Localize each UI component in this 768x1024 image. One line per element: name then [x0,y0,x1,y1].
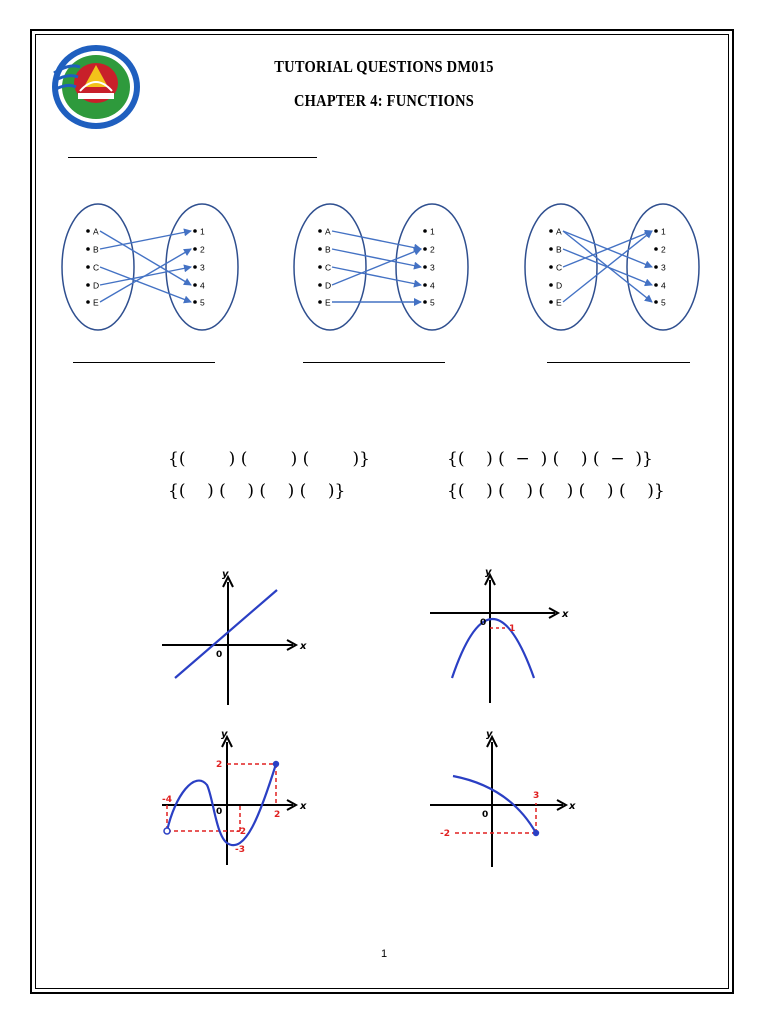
document-title: TUTORIAL QUESTIONS DM015 [274,57,494,76]
domain-element: C [556,262,563,273]
domain-element: D [93,280,100,291]
domain-element: E [556,297,562,308]
domain-element: B [93,244,99,255]
codomain-dot [423,300,427,304]
mapping-arrow [100,267,191,302]
codomain-dot [654,283,658,287]
page-border-inner [35,34,729,989]
codomain-dot [193,283,197,287]
domain-dot [549,229,553,233]
codomain-element: 1 [661,226,666,237]
domain-dot [549,283,553,287]
domain-element: E [93,297,99,308]
x-axis-label: x [562,609,569,620]
codomain-element: 4 [430,280,435,291]
mapping-diagram-3 [525,204,699,330]
origin-label: 0 [482,810,489,820]
domain-element: C [325,262,332,273]
domain-dot [86,229,90,233]
mapping-diagram-2 [294,204,468,330]
domain-dot [318,283,322,287]
codomain-dot [193,229,197,233]
set-relation-left-2: {( ) ( ) ( ) ( )} [168,481,346,501]
y-value-label: 2 [216,760,223,770]
domain-element: A [93,226,99,237]
codomain-dot [193,265,197,269]
codomain-dot [193,300,197,304]
domain-dot [86,283,90,287]
codomain-element: 4 [661,280,666,291]
y-axis-label: y [222,569,229,580]
y-axis-label: y [221,729,228,740]
domain-element: B [556,244,562,255]
codomain-element: 1 [430,226,435,237]
answer-line-1 [73,362,215,363]
domain-element: B [325,244,331,255]
codomain-dot [654,229,658,233]
domain-dot [549,265,553,269]
mapping-arrow [100,249,191,302]
codomain-dot [654,247,658,251]
domain-dot [549,247,553,251]
set-relation-right-1: {( ) ( − ) ( ) ( − )} [447,449,653,469]
graph-cubic [150,725,330,875]
domain-element: D [325,280,332,291]
codomain-element: 5 [430,297,435,308]
codomain-dot [193,247,197,251]
origin-label: 0 [216,650,223,660]
codomain-element: 4 [200,280,205,291]
x-end-label: 2 [274,810,281,820]
domain-dot [318,265,322,269]
domain-dot [86,265,90,269]
domain-dot [318,300,322,304]
mapping-arrow [332,249,421,285]
x-start-label: -4 [162,795,172,805]
mapping-arrow [332,231,421,249]
vertex-label: 1 [509,624,516,634]
mapping-diagram-1 [62,204,238,330]
answer-line-3 [547,362,690,363]
mapping-arrow [332,249,421,267]
codomain-element: 2 [430,244,435,255]
graph-parabola [420,565,580,710]
domain-dot [86,247,90,251]
codomain-element: 3 [430,262,435,273]
answer-line-2 [303,362,445,363]
x-axis-label: x [300,801,307,812]
codomain-dot [423,283,427,287]
x-axis-label: x [300,641,307,652]
codomain-dot [654,265,658,269]
domain-dot [549,300,553,304]
closed-endpoint [273,761,279,767]
domain-element: D [556,280,563,291]
open-endpoint [164,828,170,834]
codomain-dot [654,300,658,304]
y-level-label: -2 [236,827,246,837]
y-axis-label: y [486,729,493,740]
page-number: 1 [380,948,388,960]
set-relation-right-2: {( ) ( ) ( ) ( ) ( )} [447,481,665,501]
origin-label: 0 [480,618,487,628]
name-blank-line [68,157,317,158]
y-min-label: -3 [235,845,245,855]
domain-dot [318,229,322,233]
codomain-element: 5 [661,297,666,308]
domain-element: C [93,262,100,273]
mapping-arrow [100,231,191,249]
codomain-element: 2 [661,244,666,255]
mapping-diagrams [0,195,768,345]
codomain-dot [423,229,427,233]
graph-curve [175,590,277,678]
codomain-dot [423,247,427,251]
graph-linear [150,565,340,710]
codomain-element: 5 [200,297,205,308]
codomain-dot [423,265,427,269]
domain-dot [318,247,322,251]
y-end-label: -2 [440,829,450,839]
x-end-label: 3 [533,791,540,801]
domain-element: A [325,226,331,237]
codomain-element: 3 [661,262,666,273]
domain-element: E [325,297,331,308]
mapping-arrow [100,231,191,285]
domain-dot [86,300,90,304]
codomain-element: 3 [200,262,205,273]
chapter-title: CHAPTER 4: FUNCTIONS [293,91,475,110]
codomain-element: 2 [200,244,205,255]
set-relation-left-1: {( ) ( ) ( )} [168,449,370,469]
domain-element: A [556,226,562,237]
y-axis-label: y [485,567,492,578]
origin-label: 0 [216,807,223,817]
mapping-arrow [332,267,421,285]
graph-sqrt [420,725,585,875]
closed-endpoint [533,830,539,836]
codomain-element: 1 [200,226,205,237]
x-axis-label: x [569,801,576,812]
